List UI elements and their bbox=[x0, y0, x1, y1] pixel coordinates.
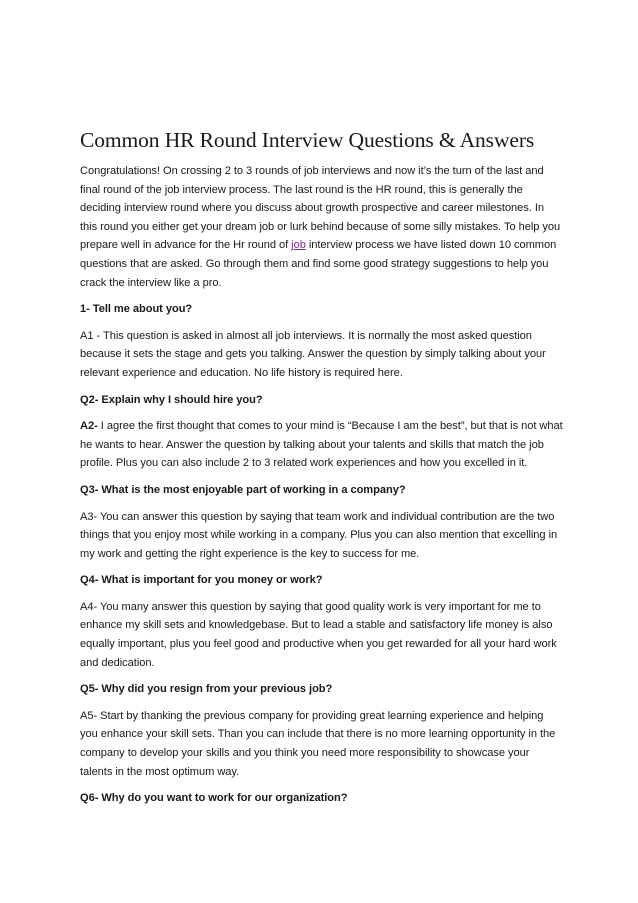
page-title: Common HR Round Interview Questions & Answers bbox=[80, 128, 535, 152]
answer-1: A1 - This question is asked in almost all job interviews. It is normally the most asked question because it sets the stage and gets you talking. Answer the question by simply talking about your relevant experience and education. No life history is required here. bbox=[80, 329, 546, 379]
question-4: Q4- What is important for you money or work? bbox=[80, 574, 323, 587]
question-6: Q6- Why do you want to work for our organization? bbox=[80, 792, 348, 805]
answer-2-text: I agree the first thought that comes to your mind is “Because I am the best”, but that is not what he wants to hear. Answer the question by talking about your talents and skills that match the job profile. Plus you can also include 2 to 3 related work experiences and how you excelled in it. bbox=[80, 420, 563, 470]
question-5: Q5- Why did you resign from your previous job? bbox=[80, 683, 333, 696]
answer-2-label: A2- bbox=[80, 420, 98, 433]
question-2: Q2- Explain why I should hire you? bbox=[80, 393, 263, 406]
answer-5: A5- Start by thanking the previous company for providing great learning experience and helping you enhance your skill sets. Than you can include that there is no more learning opportunity in the company to develop your skills and you think you need more responsibility to showcase your talents in the most optimum way. bbox=[80, 709, 556, 778]
intro-paragraph bbox=[80, 162, 564, 292]
answer-3: A3- You can answer this question by saying that team work and individual contribution are the two things that you enjoy most while working in a company. Plus you can also mention that excelling in my work and getting the right experience is the key to success for me. bbox=[80, 510, 558, 560]
question-1: 1- Tell me about you? bbox=[80, 303, 193, 316]
answer-4: A4- You many answer this question by saying that good quality work is very important for me to enhance my skill sets and knowledgebase. But to lead a stable and satisfactory life money is also equally important, plus you feel good and productive when you get rewarded for all your hard work and dedication. bbox=[80, 600, 557, 669]
intro-text-after-link: interview process we have listed down 10 common questions that are asked. Go through them and find some good strategy suggestions to help you crack the interview like a pro. bbox=[80, 239, 557, 289]
intro-text-before-link: Congratulations! On crossing 2 to 3 rounds of job interviews and now it’s the turn of the last and final round of the job interview process. The last round is the HR round, this is generally the deciding interview round where you discuss about growth prospective and career milestones. In this round you either get your dream job or lurk behind because of some silly mistakes. To help you prepare well in advance for the Hr round of bbox=[80, 165, 561, 252]
document-page bbox=[80, 128, 564, 816]
job-link[interactable]: job bbox=[291, 239, 306, 252]
question-3: Q3- What is the most enjoyable part of working in a company? bbox=[80, 483, 406, 496]
answer-2 bbox=[80, 417, 564, 473]
